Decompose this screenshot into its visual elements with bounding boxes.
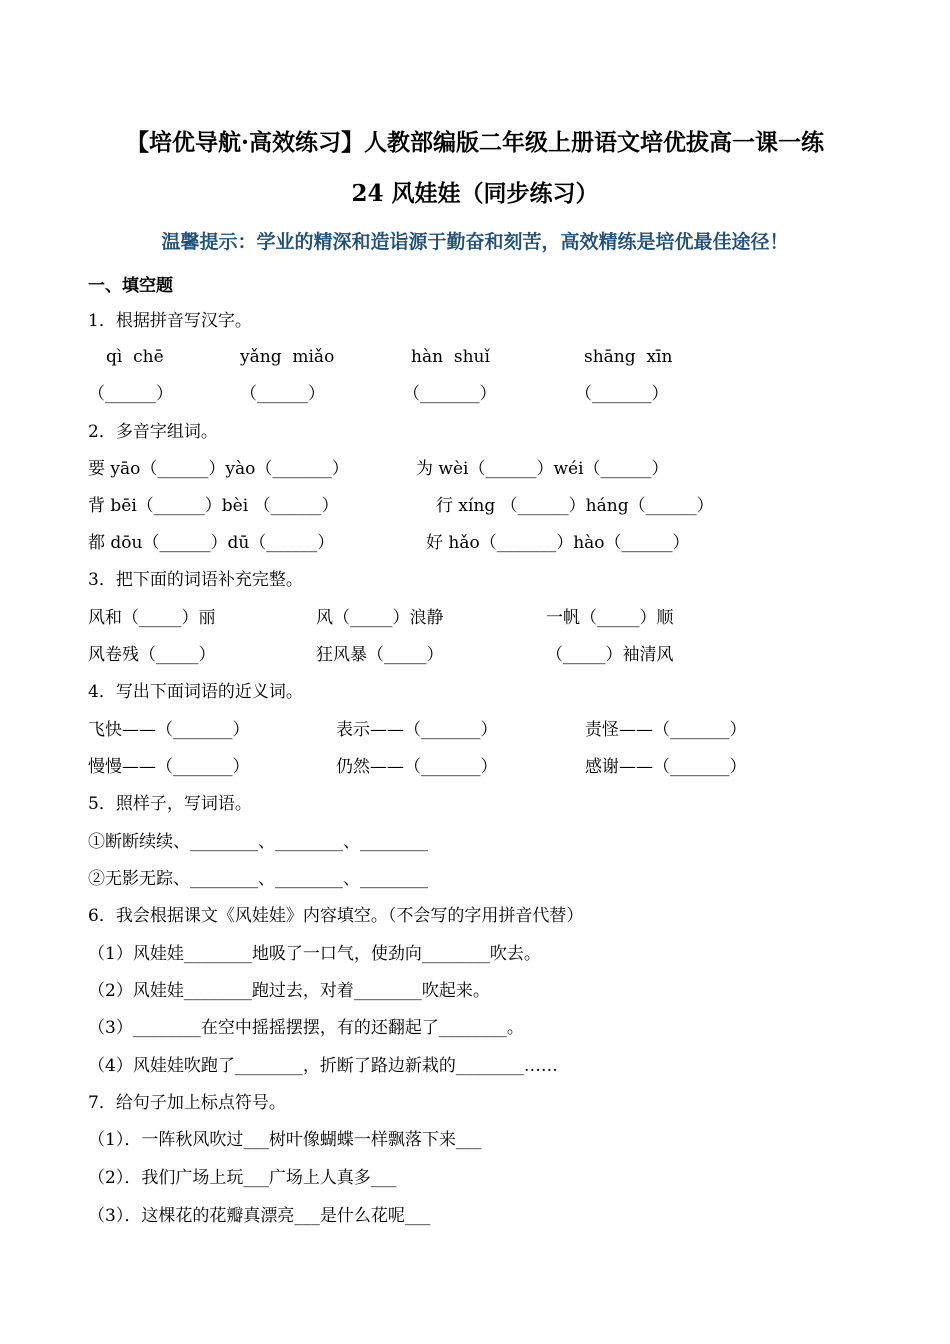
q1-prompt: 1．根据拼音写汉字。	[88, 311, 252, 331]
q1-blank-1[interactable]: （______）	[88, 384, 173, 404]
q7-prompt: 7．给句子加上标点符号。	[88, 1093, 286, 1113]
q6-item-4[interactable]: （4）风娃娃吹跑了________，折断了路边新栽的________……	[88, 1056, 558, 1076]
q1-blank-3[interactable]: （_______）	[403, 384, 497, 404]
q6-item-2[interactable]: （2）风娃娃________跑过去，对着________吹起来。	[88, 981, 490, 1001]
q1-blank-4[interactable]: （_______）	[575, 384, 669, 404]
q4-prompt: 4．写出下面词语的近义词。	[88, 682, 303, 702]
q7-item-3[interactable]: （3）．这棵花的花瓣真漂亮___是什么花呢___	[88, 1206, 431, 1226]
q1-pinyin-3: hàn shuǐ	[411, 347, 490, 367]
q4-row1-b[interactable]: 表示——（_______）	[336, 720, 498, 740]
q1-pinyin-4: shāng xīn	[584, 347, 673, 367]
section-title: 一、填空题	[88, 276, 173, 296]
q2-row2-right[interactable]: 行 xíng （______）háng（______）	[436, 496, 714, 516]
q1-blank-2[interactable]: （______）	[240, 384, 325, 404]
q2-row3-left[interactable]: 都 dōu（______）dū（______）	[88, 533, 335, 553]
q3-row2-c[interactable]: （_____）袖清风	[546, 645, 674, 665]
q3-row1-b[interactable]: 风（_____）浪静	[316, 608, 444, 628]
title-line-1: 【培优导航·高效练习】人教部编版二年级上册语文培优拔高一课一练	[125, 129, 824, 156]
q6-prompt: 6．我会根据课文《风娃娃》内容填空。（不会写的字用拼音代替）	[88, 906, 584, 926]
q5-item-2[interactable]: ②无影无踪、________、________、________	[88, 869, 428, 889]
q2-row2-left[interactable]: 背 bēi（______）bèi （______）	[88, 496, 339, 516]
q7-item-2[interactable]: （2）．我们广场上玩___广场上人真多___	[88, 1168, 397, 1188]
q2-row3-right[interactable]: 好 hǎo（_______）hào（______）	[426, 533, 690, 553]
q1-pinyin-2: yǎng miǎo	[240, 347, 335, 367]
q4-row1-c[interactable]: 责怪——（_______）	[585, 720, 747, 740]
q7-item-1[interactable]: （1）．一阵秋风吹过___树叶像蝴蝶一样飘落下来___	[88, 1130, 482, 1150]
q2-prompt: 2．多音字组词。	[88, 422, 218, 442]
tip-text: 温馨提示：学业的精深和造诣源于勤奋和刻苦，高效精练是培优最佳途径！	[161, 231, 789, 253]
q4-row2-c[interactable]: 感谢——（_______）	[585, 757, 747, 777]
q4-row2-a[interactable]: 慢慢——（_______）	[88, 757, 250, 777]
q6-item-3[interactable]: （3）________在空中摇摇摆摆，有的还翻起了________。	[88, 1018, 524, 1038]
q5-prompt: 5．照样子，写词语。	[88, 794, 252, 814]
q4-row2-b[interactable]: 仍然——（_______）	[336, 757, 498, 777]
q3-row1-a[interactable]: 风和（_____）丽	[88, 608, 216, 628]
title-line-2: 24 风娃娃（同步练习）	[351, 180, 599, 207]
q3-row1-c[interactable]: 一帆（_____）顺	[546, 608, 674, 628]
q2-row1-right[interactable]: 为 wèi（______）wéi（______）	[416, 459, 669, 479]
q3-row2-b[interactable]: 狂风暴（_____）	[316, 645, 444, 665]
q6-item-1[interactable]: （1）风娃娃________地吸了一口气，使劲向________吹去。	[88, 944, 541, 964]
q3-prompt: 3．把下面的词语补充完整。	[88, 570, 303, 590]
q5-item-1[interactable]: ①断断续续、________、________、________	[88, 832, 428, 852]
q3-row2-a[interactable]: 风卷残（_____）	[88, 645, 216, 665]
q1-pinyin-1: qì chē	[106, 347, 164, 367]
q4-row1-a[interactable]: 飞快——（_______）	[88, 720, 250, 740]
q2-row1-left[interactable]: 要 yāo（______）yào（_______）	[88, 459, 349, 479]
